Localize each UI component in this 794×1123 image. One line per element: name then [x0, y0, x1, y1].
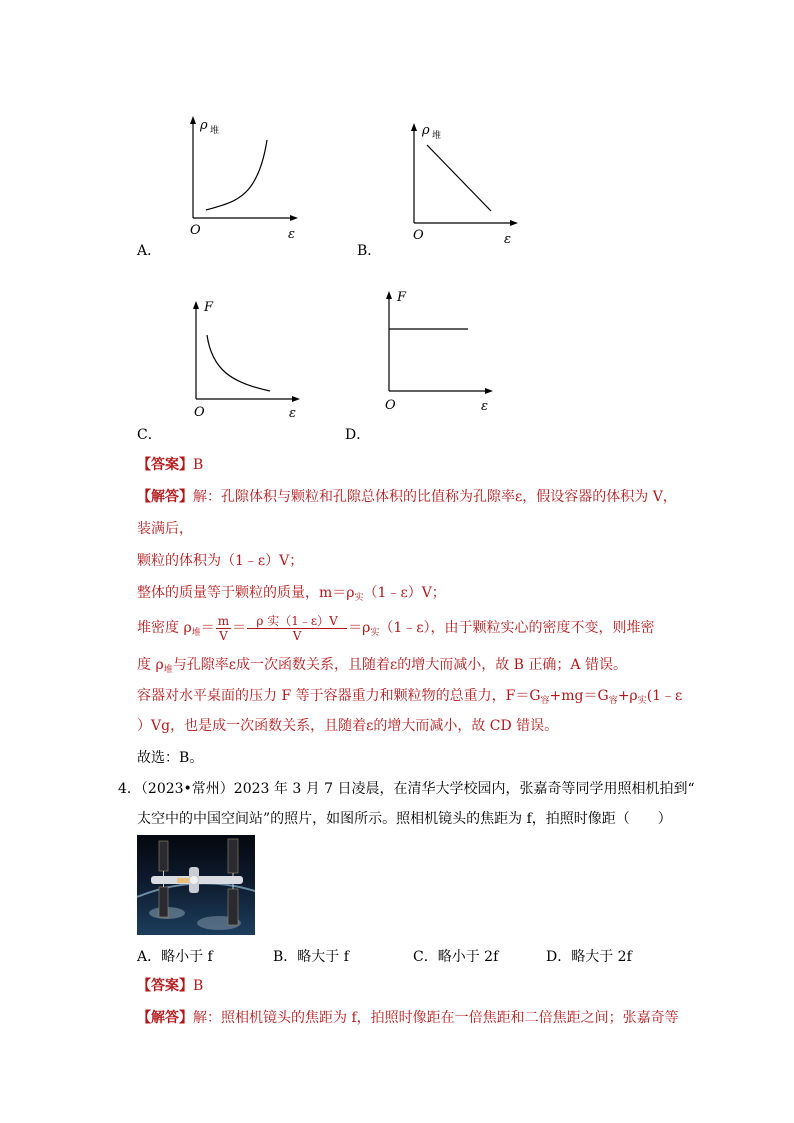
question-number: 4．: [118, 781, 141, 797]
analysis-tag: 【解答】: [137, 489, 193, 505]
q3-analysis-line-8: ）Vg，也是成一次函数关系，且随着ε的增大而减小，故 CD 错误。: [137, 718, 559, 734]
q3-conclusion: 故选：B。: [137, 750, 204, 766]
q3-analysis-line-4: 整体的质量等于颗粒的质量，$m=\rho_实(1﹣\varepsilon)V$；: [137, 585, 446, 603]
q3-analysis-line-6: 度 $\rho_堆$与孔隙率ε成一次函数关系，且随着ε的增大而减小，故 B 正确；A 错误。: [137, 657, 627, 675]
choice-d: D．略大于 2f: [546, 949, 632, 965]
x-axis-label: ε: [288, 227, 295, 242]
answer-tag: 【答案】: [137, 457, 193, 473]
choice-a: A．略小于 f: [137, 949, 213, 965]
q3-analysis-line-5: 堆密度 $\rho_堆=$ $\frac{m}{V}$ ＝ $\frac{\text{ρ 实（1﹣ε）V}}{V}$ $=\rho_实(1﹣\varepsilon)$，由于颗粒实心的密度不变，则堆密: [137, 613, 655, 643]
q4-stem-line-1: 4．（2023•常州）2023 年 3 月 7 日凌晨，在清华大学校园内，张嘉奇等同学用照相机拍到“: [118, 781, 695, 797]
choice-b: B．略大于 f: [273, 949, 349, 965]
answer-value: B: [193, 978, 204, 994]
fraction-m-over-v: $\frac{m}{V}$: [217, 613, 230, 643]
q3-answer-line: [137, 455, 203, 475]
x-axis-label: ε: [289, 406, 296, 421]
y-axis-subscript: 堆: [210, 126, 220, 136]
graph-c: [182, 295, 312, 425]
y-axis-subscript: 堆: [432, 131, 442, 141]
y-axis-label: ρ: [200, 118, 208, 133]
option-c-label: C．: [137, 427, 162, 443]
x-axis-label: ε: [504, 232, 511, 247]
graph-d: [375, 285, 505, 415]
analysis-text: 解：照相机镜头的焦距为 f，拍照时像距在一倍焦距和二倍焦距之间；张嘉奇等: [193, 1010, 679, 1026]
y-axis-label: F: [204, 300, 214, 315]
answer-value: B: [193, 457, 204, 473]
graph-b: [400, 115, 530, 245]
y-axis-label: F: [397, 290, 407, 305]
x-axis-label: ε: [481, 399, 488, 414]
option-d-label: D．: [345, 427, 371, 443]
space-station-photo: [137, 835, 255, 935]
q3-analysis-line-2: 装满后，: [137, 521, 193, 537]
origin-label: O: [385, 398, 396, 413]
option-a-label: A．: [137, 243, 162, 259]
origin-label: O: [413, 228, 424, 243]
q3-analysis-line-3: 颗粒的体积为（1﹣ε）V；: [137, 553, 304, 569]
analysis-tag: 【解答】: [137, 1010, 193, 1026]
choice-c: C．略小于 2f: [413, 949, 499, 965]
y-axis-label: ρ: [422, 123, 430, 138]
q3-analysis-line-1: [137, 487, 677, 507]
q4-answer-line: [137, 976, 203, 996]
origin-label: O: [190, 223, 201, 238]
origin-label: O: [194, 405, 205, 420]
fraction-density: $\frac{\text{ρ 实（1﹣ε）V}}{V}$: [247, 614, 347, 643]
analysis-text: 解：孔隙体积与颗粒和孔隙总体积的比值称为孔隙率ε，假设容器的体积为 V，: [193, 489, 677, 505]
option-b-label: B．: [357, 243, 382, 259]
q4-analysis-line-1: [137, 1008, 679, 1028]
answer-tag: 【答案】: [137, 978, 193, 994]
q4-stem-line-2: 太空中的中国空间站”的照片，如图所示。照相机镜头的焦距为 f，拍照时像距（ ）: [137, 811, 672, 827]
q3-analysis-line-7: 容器对水平桌面的压力 F 等于容器重力和颗粒物的总重力，$F=G_容+mg=G_容+\rho_实(1﹣\varepsilon$: [137, 688, 683, 706]
graph-a: [180, 110, 310, 240]
